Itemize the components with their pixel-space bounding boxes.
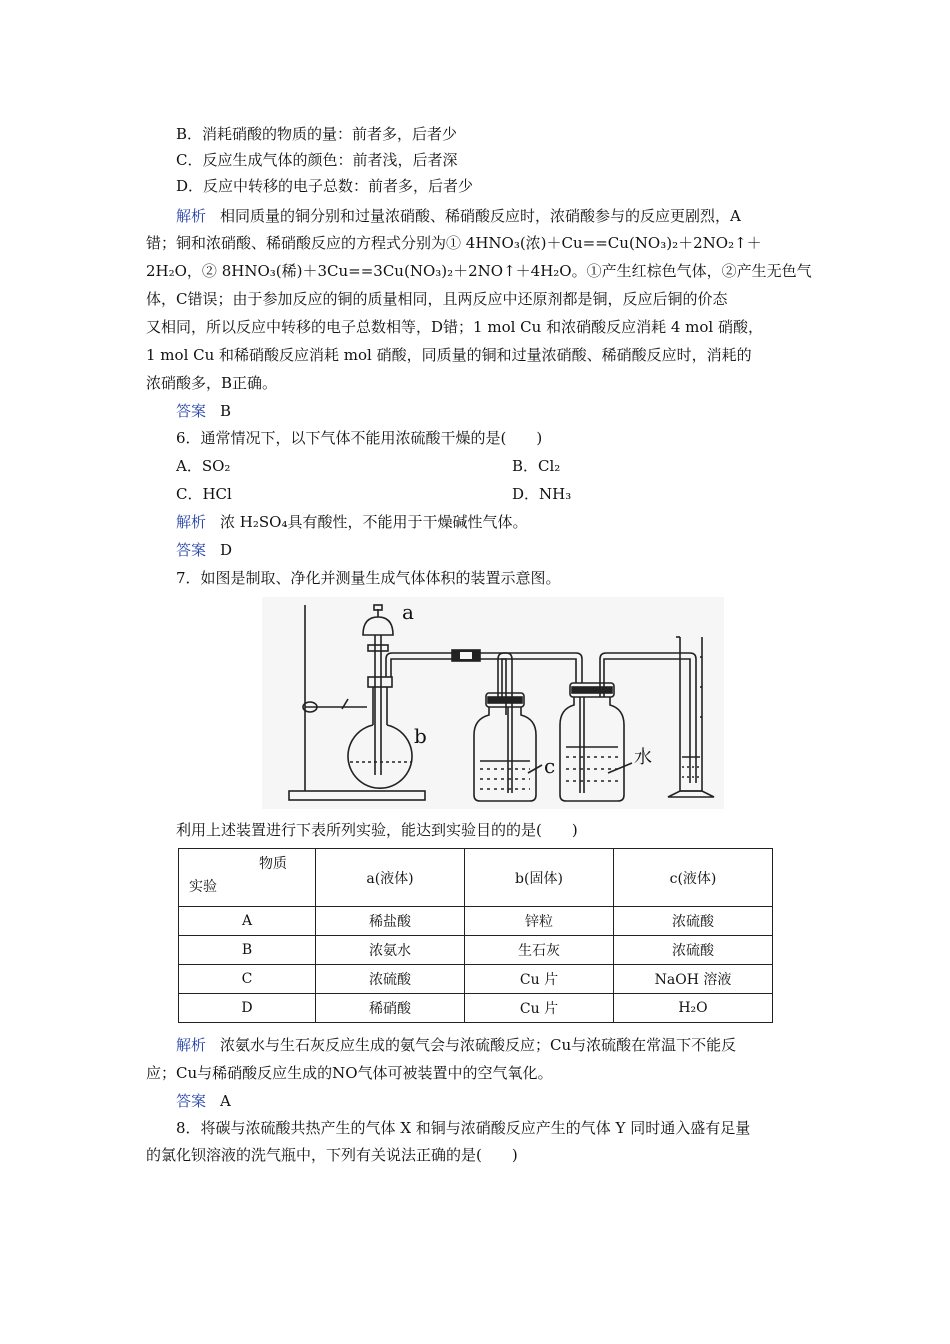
- q5-analysis-line-2: 错；铜和浓硝酸、稀硝酸反应的方程式分别为① 4HNO₃(浓)＋Cu==Cu(NO₃)₂＋2NO₂↑＋: [146, 234, 762, 252]
- answer-label: 答案: [176, 402, 207, 420]
- answer-value: B: [220, 402, 232, 420]
- q5-option-c: C．反应生成气体的颜色：前者浅，后者深: [176, 151, 458, 169]
- q6-options-row-1: [176, 453, 840, 479]
- corner-bottom-label: 实验: [189, 879, 217, 895]
- row-experiment: C: [179, 965, 316, 994]
- answer-value: A: [220, 1092, 231, 1110]
- row-experiment: D: [179, 994, 316, 1023]
- q6-answer: [176, 537, 840, 563]
- analysis-text: 浓氨水与生石灰反应生成的氨气会与浓硫酸反应；Cu与浓硫酸在常温下不能反: [220, 1036, 737, 1054]
- table-row: [179, 965, 773, 994]
- q7-analysis-line-2: 应；Cu与稀硝酸反应生成的NO气体可被装置中的空气氧化。: [146, 1064, 553, 1082]
- label-water: 水: [634, 747, 652, 768]
- row-c: 浓硫酸: [614, 936, 773, 965]
- q6-stem: 6．通常情况下，以下气体不能用浓硫酸干燥的是( ): [176, 429, 543, 447]
- apparatus-diagram: [262, 597, 724, 809]
- label-c: c: [544, 754, 556, 778]
- table-row: [179, 994, 773, 1023]
- q5-answer: [176, 398, 840, 424]
- q5-analysis-line-7: 浓硝酸多，B正确。: [146, 374, 278, 392]
- q8-stem-line-2: 的氯化钡溶液的洗气瓶中，下列有关说法正确的是( ): [146, 1146, 518, 1164]
- q6-option-d: D．NH₃: [512, 485, 572, 503]
- q5-analysis-line-6: 1 mol Cu 和稀硝酸反应消耗 mol 硝酸，同质量的铜和过量浓硝酸、稀硝酸反应时，消耗的: [146, 346, 752, 364]
- q7-analysis-line-1: [176, 1032, 840, 1058]
- q7-answer: [176, 1088, 840, 1114]
- analysis-label: 解析: [176, 1036, 207, 1054]
- row-a: 稀盐酸: [316, 907, 465, 936]
- row-a: 浓氨水: [316, 936, 465, 965]
- row-b: 锌粒: [465, 907, 614, 936]
- row-a: 稀硝酸: [316, 994, 465, 1023]
- row-experiment: A: [179, 907, 316, 936]
- row-b: Cu 片: [465, 965, 614, 994]
- row-experiment: B: [179, 936, 316, 965]
- analysis-text: 相同质量的铜分别和过量浓硝酸、稀硝酸反应时，浓硝酸参与的反应更剧烈，A: [220, 207, 741, 225]
- q8-stem-line-1: 8．将碳与浓硫酸共热产生的气体 X 和铜与浓硝酸反应产生的气体 Y 同时通入盛有足量: [176, 1119, 751, 1137]
- row-b: 生石灰: [465, 936, 614, 965]
- answer-label: 答案: [176, 541, 207, 559]
- table-corner-cell: [179, 849, 316, 907]
- corner-top-label: 物质: [259, 856, 287, 872]
- q5-option-d: D．反应中转移的电子总数：前者多，后者少: [176, 177, 474, 195]
- q6-option-b: B．Cl₂: [512, 457, 561, 475]
- q6-analysis: [176, 509, 840, 535]
- q5-option-b: B．消耗硝酸的物质的量：前者多，后者少: [176, 125, 458, 143]
- q5-analysis-line-1: [176, 203, 840, 229]
- row-c: 浓硫酸: [614, 907, 773, 936]
- q6-option-c: C．HCl: [176, 485, 232, 503]
- header-b: b(固体): [465, 849, 614, 907]
- q7-table-intro: 利用上述装置进行下表所列实验，能达到实验目的的是( ): [176, 821, 578, 839]
- q6-option-a: A．SO₂: [176, 457, 231, 475]
- table-row: [179, 907, 773, 936]
- table-row: [179, 936, 773, 965]
- q5-analysis-line-4: 体，C错误；由于参加反应的铜的质量相同，且两反应中还原剂都是铜，反应后铜的价态: [146, 290, 728, 308]
- analysis-label: 解析: [176, 207, 207, 225]
- label-a: a: [402, 600, 414, 624]
- answer-label: 答案: [176, 1092, 207, 1110]
- header-a: a(液体): [316, 849, 465, 907]
- experiment-table: [178, 848, 773, 1023]
- row-b: Cu 片: [465, 994, 614, 1023]
- analysis-label: 解析: [176, 513, 207, 531]
- table-header-row: [179, 849, 773, 907]
- row-c: NaOH 溶液: [614, 965, 773, 994]
- q5-analysis-line-3: 2H₂O，② 8HNO₃(稀)＋3Cu==3Cu(NO₃)₂＋2NO↑＋4H₂O。①产生红棕色气体，②产生无色气: [146, 262, 812, 280]
- q6-options-row-2: [176, 481, 840, 507]
- row-a: 浓硫酸: [316, 965, 465, 994]
- q5-analysis-line-5: 又相同，所以反应中转移的电子总数相等，D错；1 mol Cu 和浓硝酸反应消耗 4 mol 硝酸，: [146, 318, 763, 336]
- answer-value: D: [220, 541, 233, 559]
- label-b: b: [414, 724, 427, 748]
- analysis-text: 浓 H₂SO₄具有酸性，不能用于干燥碱性气体。: [220, 513, 528, 531]
- header-c: c(液体): [614, 849, 773, 907]
- row-c: H₂O: [614, 994, 773, 1023]
- q7-stem: 7．如图是制取、净化并测量生成气体体积的装置示意图。: [176, 569, 561, 587]
